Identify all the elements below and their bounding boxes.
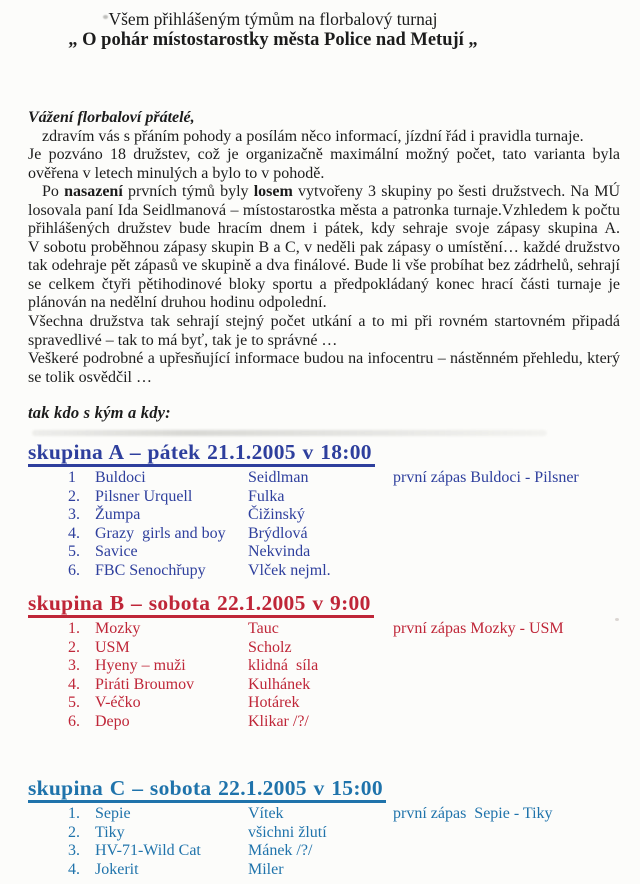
body-text: Všechna družstva tak sehrají stejný počet utkání a to mi při rovném startovném připadá (28, 313, 620, 331)
team-name: Pilsner Urquell (95, 487, 193, 505)
team-captain: Vítek (248, 805, 284, 822)
body-text: zdravím vás s přáním pohody a posílám něco informací, jízdní řád i pravidla turnaje. (42, 127, 584, 145)
body-line (28, 239, 620, 258)
team-number: 3. (68, 506, 80, 524)
team-captain: Scholz (248, 638, 292, 656)
body-line (28, 128, 620, 147)
team-row (28, 620, 614, 639)
team-number: 1 (68, 469, 76, 486)
team-number: 6. (68, 561, 80, 579)
body-text: spravedlivé – tak to má byť, tak je to správné … (28, 331, 338, 349)
team-row (28, 713, 614, 732)
team-captain: Nekvinda (248, 543, 311, 561)
group-a-heading: skupina A – pátek 21.1.2005 v 18:00 (28, 441, 375, 467)
group-a-team-list (28, 469, 614, 580)
team-captain: Seidlman (248, 469, 309, 486)
team-name: Grazy girls and boy (95, 524, 226, 542)
team-name: Depo (95, 712, 130, 730)
team-row (28, 824, 614, 843)
body-text: přihlášených družstev bude hracím dnem i pátek, kdy sehraje svoje zápasy skupina A. (28, 220, 620, 238)
emphasized-text: losem (253, 183, 293, 201)
team-row (28, 506, 614, 525)
team-number: 4. (68, 524, 80, 542)
team-captain: Tauc (248, 620, 279, 637)
body-text: V sobotu proběhnou zápasy skupin B a C, v neděli pak zápasy o umístění… každé družstvo (28, 238, 620, 256)
first-match-note (393, 657, 614, 676)
first-match-note (393, 676, 614, 695)
body-line (28, 220, 620, 239)
body-text: se celkem čtyři pětihodinové bloky sportu a předpokládaný konec hrací části turnaje je (28, 275, 620, 293)
first-match-note (393, 488, 614, 507)
body-text: tak odehraje pět zápasů ve skupině a dva finálové. Bude li vše probíhat bez zádrhelů, sehrají (28, 257, 620, 275)
body-line (28, 350, 620, 369)
first-match-note: první zápas Buldoci - Pilsner (393, 469, 579, 486)
team-captain: Hotárek (248, 694, 300, 712)
body-text: se tolik osvědčil … (28, 368, 152, 386)
group-c-team-list (28, 805, 614, 879)
team-number: 6. (68, 712, 80, 730)
body-text: plánován na nedělní druhou hodinu odpolední. (28, 294, 327, 312)
team-number: 1. (68, 620, 80, 637)
team-number: 4. (68, 675, 80, 693)
first-match-note (393, 562, 614, 581)
team-number: 5. (68, 694, 80, 712)
team-name: FBC Senochřupy (95, 561, 206, 579)
body-line (28, 109, 620, 128)
team-row (28, 861, 614, 880)
body-text: Veškeré podrobné a upřesňující informace budou na infocentru – nástěnném přehledu, který (28, 350, 620, 368)
team-name: Savice (95, 543, 138, 561)
team-number: 1. (68, 805, 80, 822)
body-line (28, 332, 620, 351)
team-captain: Vlček nejml. (248, 561, 331, 579)
team-number: 2. (68, 823, 80, 841)
body-line (28, 183, 620, 202)
body-line (28, 257, 620, 276)
first-match-note: první zápas Sepie - Tiky (393, 805, 553, 822)
team-row (28, 469, 614, 488)
title-tournament-name: „ O pohár místostarostky města Police nad Metují „ (68, 30, 478, 50)
team-number: 5. (68, 543, 80, 561)
first-match-note (393, 506, 614, 525)
first-match-note (393, 861, 614, 880)
scan-smudge-artifact (32, 430, 547, 436)
letter-title (0, 9, 546, 51)
group-b-heading: skupina B – sobota 22.1.2005 v 9:00 (28, 592, 374, 618)
body-text: ověřena v letech minulých a bylo to v pohodě. (28, 164, 325, 182)
team-captain: Kulhánek (248, 675, 311, 693)
team-captain: klidná síla (248, 657, 319, 675)
body-line (28, 276, 620, 295)
body-line (28, 146, 620, 165)
group-c-heading: skupina C – sobota 22.1.2005 v 15:00 (28, 777, 386, 803)
team-captain: všichni žlutí (248, 823, 327, 841)
team-name: Jokerit (95, 860, 139, 878)
first-match-note (393, 525, 614, 544)
team-row (28, 676, 614, 695)
body-line (28, 165, 620, 184)
team-row (28, 543, 614, 562)
team-name: USM (95, 638, 130, 656)
body-line (28, 202, 620, 221)
group-b-team-list (28, 620, 614, 731)
team-number: 3. (68, 842, 80, 860)
first-match-note (393, 543, 614, 562)
scan-dot-artifact-2 (615, 618, 619, 621)
team-captain: Čižinský (248, 506, 305, 524)
team-captain: Miler (248, 860, 284, 878)
team-row (28, 562, 614, 581)
body-text: losovala paní Ida Seidlmanová – místostarostka města a patronka turnaje.Vzhledem k počtu (28, 201, 620, 219)
team-name: HV-71-Wild Cat (95, 842, 201, 860)
body-line (28, 369, 620, 388)
team-captain: Brýdlová (248, 524, 308, 542)
body-line (28, 313, 620, 332)
team-row (28, 805, 614, 824)
letter-body (28, 109, 620, 387)
title-addressee-line: Všem přihlášeným týmům na florbalový turnaj (108, 9, 438, 29)
team-row (28, 488, 614, 507)
team-name: Hyeny – muži (95, 657, 186, 675)
emphasized-text: nasazení (64, 183, 123, 201)
body-line (28, 294, 620, 313)
team-row (28, 694, 614, 713)
first-match-note: první zápas Mozky - USM (393, 620, 564, 637)
team-name: Sepie (95, 805, 131, 822)
group-b-section (28, 592, 614, 731)
emphasized-text: Vážení florbaloví přátelé, (28, 109, 195, 126)
body-text: vytvořeny 3 skupiny po šesti družstvech. Na MÚ (292, 183, 620, 201)
team-row (28, 657, 614, 676)
team-name: V-éčko (95, 694, 141, 712)
team-captain: Fulka (248, 487, 285, 505)
team-captain: Mánek /?/ (248, 842, 313, 860)
group-c-section (28, 777, 614, 879)
team-name: Piráti Broumov (95, 675, 195, 693)
who-with-whom-heading: tak kdo s kým a kdy: (28, 403, 171, 422)
body-text: Je pozváno 18 družstev, což je organizačně maximální možný počet, tato varianta byla (28, 146, 620, 164)
team-name: Buldoci (95, 469, 146, 486)
first-match-note (393, 842, 614, 861)
team-name: Žumpa (95, 506, 141, 524)
first-match-note (393, 694, 614, 713)
team-number: 2. (68, 487, 80, 505)
team-captain: Klikar /?/ (248, 712, 309, 730)
first-match-note (393, 824, 614, 843)
body-text: prvních týmů byly (122, 183, 254, 201)
team-number: 3. (68, 657, 80, 675)
team-row (28, 639, 614, 658)
first-match-note (393, 713, 614, 732)
team-number: 2. (68, 638, 80, 656)
body-text: Po (42, 183, 65, 201)
team-number: 4. (68, 860, 80, 878)
team-name: Mozky (95, 620, 141, 637)
group-a-section (28, 441, 614, 580)
team-row (28, 525, 614, 544)
first-match-note (393, 639, 614, 658)
team-row (28, 842, 614, 861)
team-name: Tiky (95, 823, 125, 841)
